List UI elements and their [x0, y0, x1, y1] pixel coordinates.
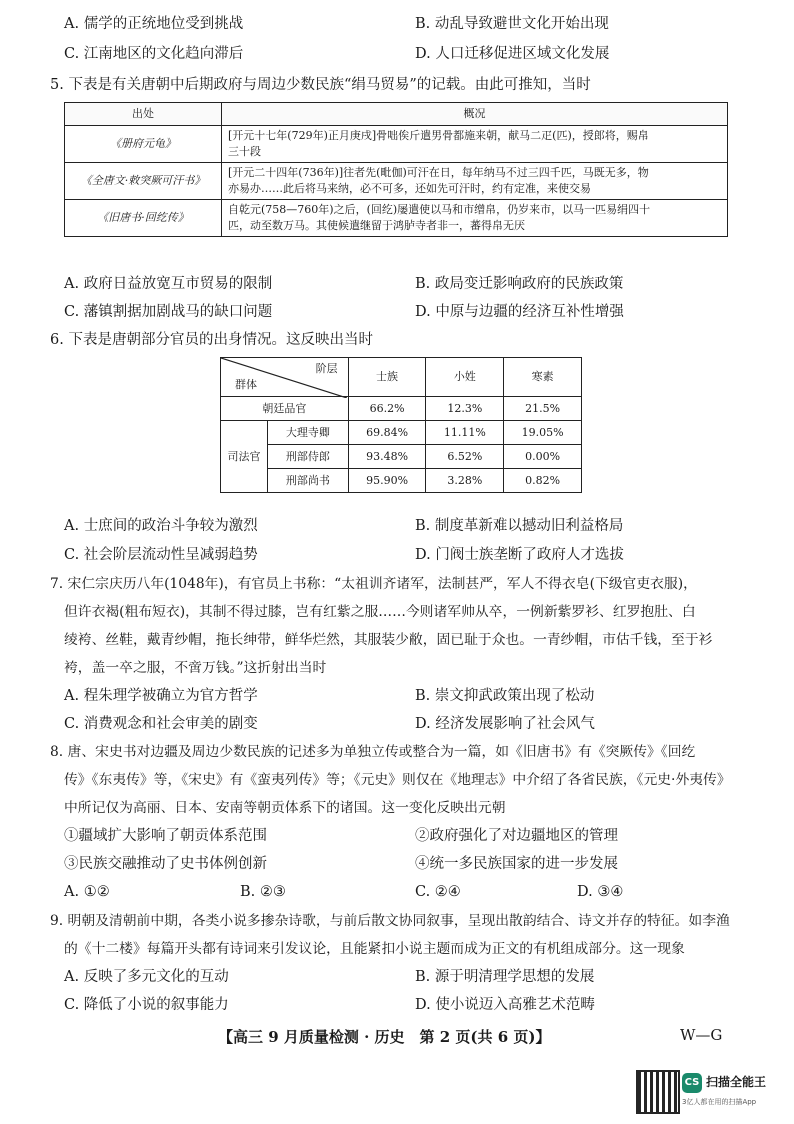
- table-row: [221, 421, 582, 445]
- q6-col-3: 寒素: [504, 358, 582, 397]
- q5-stem: 5. 下表是有关唐朝中后期政府与周边少数民族“绢马贸易”的记载。由此可推知，当时: [50, 77, 591, 93]
- q6-option-d: D. 门阀士族垄断了政府人才选拔: [415, 547, 624, 563]
- q6-col-2: 小姓: [426, 358, 504, 397]
- q8-option-d: D. ③④: [577, 884, 624, 900]
- table-row: [221, 469, 582, 493]
- q8-line-2: 传》《东夷传》等，《宋史》有《蛮夷列传》等；《元史》则仅在《地理志》中介绍了各省民族，《元史·外夷传》: [64, 772, 731, 788]
- q7-option-d: D. 经济发展影响了社会风气: [415, 716, 595, 732]
- q8-item-4: ④统一多民族国家的进一步发展: [415, 856, 618, 872]
- q8-line-3: 中所记仅为高丽、日本、安南等朝贡体系下的诸国。这一变化反映出元朝: [64, 800, 506, 816]
- q7-line-1: 7. 宋仁宗庆历八年(1048年)，有官员上书称：“太祖训齐诸军，法制甚严，军人不得衣皂(下级官吏衣服)，: [50, 576, 697, 592]
- q7-line-4: 袴，盖一卒之服，不啻万钱。”这折射出当时: [64, 660, 327, 676]
- q5-summary-2-line-2: 亦易办……此后将马来纳，必不可多，还如先可汗时，约有定准，来使交易: [228, 182, 591, 195]
- q8-option-c: C. ②④: [415, 884, 461, 900]
- qr-code-icon: [636, 1070, 680, 1114]
- q6-option-b: B. 制度革新难以撼动旧利益格局: [415, 518, 624, 534]
- q6-corner-cell: [221, 358, 349, 397]
- paper-code: W—G: [680, 1026, 723, 1044]
- q6-corner-top: 阶层: [315, 362, 338, 375]
- q6-stem: 6. 下表是唐朝部分官员的出身情况。这反映出当时: [50, 332, 373, 348]
- q6-table: [220, 357, 582, 493]
- q6-cell: 19.05%: [504, 421, 582, 445]
- q6-cell: 93.48%: [348, 445, 426, 469]
- q7-option-b: B. 崇文抑武政策出现了松动: [415, 688, 595, 704]
- q4-option-b: B. 动乱导致避世文化开始出现: [415, 16, 609, 32]
- q5-table: [64, 102, 728, 237]
- q6-cell: 66.2%: [348, 397, 426, 421]
- q7-option-c: C. 消费观念和社会审美的剧变: [64, 716, 258, 732]
- q8-option-b: B. ②③: [240, 884, 286, 900]
- q8-line-1: 8. 唐、宋史书对边疆及周边少数民族的记述多为单独立传或整合为一篇，如《旧唐书》有《突厥传》《回纥: [50, 744, 696, 760]
- q4-option-a: A. 儒学的正统地位受到挑战: [64, 16, 244, 32]
- q4-option-c: C. 江南地区的文化趋向滞后: [64, 46, 244, 62]
- q5-option-b: B. 政局变迁影响政府的民族政策: [415, 276, 624, 292]
- q8-option-a: A. ①②: [64, 884, 110, 900]
- q6-corner-bottom: 群体: [235, 378, 257, 391]
- camscanner-logo-icon: CS: [682, 1073, 702, 1093]
- q6-row-label: 大理寺卿: [268, 421, 349, 445]
- q5-summary-2: [222, 163, 728, 200]
- q6-group-label: 司法官: [221, 421, 268, 493]
- q6-cell: 6.52%: [426, 445, 504, 469]
- q5-summary-1: [222, 126, 728, 163]
- q6-col-1: 士族: [348, 358, 426, 397]
- q6-cell: 0.00%: [504, 445, 582, 469]
- q8-item-2: ②政府强化了对边疆地区的管理: [415, 828, 618, 844]
- q5-source-3: 《旧唐书·回纥传》: [65, 200, 222, 237]
- q6-option-c: C. 社会阶层流动性呈减弱趋势: [64, 547, 258, 563]
- q6-cell: 12.3%: [426, 397, 504, 421]
- q8-item-3: ③民族交融推动了史书体例创新: [64, 856, 267, 872]
- page-footer: 【高三 9 月质量检测 · 历史 第 2 页(共 6 页)】: [218, 1028, 551, 1046]
- q6-cell: 21.5%: [504, 397, 582, 421]
- table-row: [65, 200, 728, 237]
- q5-summary-1-line-1: [开元十七年(729年)正月庚戌]骨咄俟斤遣男骨都施来朝，献马二疋(匹)，授郎将，赐帛: [228, 129, 649, 142]
- table-row: [65, 126, 728, 163]
- q7-line-2: 但许衣褐(粗布短衣)，其制不得过膝，岂有红紫之服……今则诸军帅从卒，一例新紫罗衫、红罗抱肚、白: [64, 604, 696, 620]
- q5-summary-3-line-1: 自乾元(758—760年)之后，(回纥)屡遣使以马和市缯帛，仍岁来市，以马一匹易绢四十: [228, 203, 651, 216]
- q9-option-d: D. 使小说迈入高雅艺术范畴: [415, 997, 595, 1013]
- q5-summary-3: [222, 200, 728, 237]
- q7-line-3: 绫袴、丝鞋，戴青纱帽，拖长绅带，鲜华烂然，其服装少敝，固已耻于众也。一青纱帽，市估千钱，至于衫: [64, 632, 713, 648]
- q5-source-2: 《全唐文·敕突厥可汗书》: [65, 163, 222, 200]
- q6-cell: 11.11%: [426, 421, 504, 445]
- q6-cell: 3.28%: [426, 469, 504, 493]
- q9-line-1: 9. 明朝及清朝前中期，各类小说多掺杂诗歌，与前后散文协同叙事，呈现出散韵结合、诗文并存的特征。如李渔: [50, 913, 730, 929]
- q6-cell: 95.90%: [348, 469, 426, 493]
- q4-option-d: D. 人口迁移促进区域文化发展: [415, 46, 610, 62]
- q5-summary-2-line-1: [开元二十四年(736年)]往者先(毗伽)可汗在日，每年纳马不过三四千匹，马既无多，物: [228, 166, 649, 179]
- table-row: [221, 397, 582, 421]
- table-row: [65, 163, 728, 200]
- q6-row-label: 刑部侍郎: [268, 445, 349, 469]
- q5-summary-3-line-2: 匹，动至数万马。其使候遣继留于鸿胪寺者非一，蕃得帛无厌: [228, 219, 525, 232]
- q7-option-a: A. 程朱理学被确立为官方哲学: [64, 688, 258, 704]
- q5-option-c: C. 藩镇割据加剧战马的缺口问题: [64, 304, 273, 320]
- scanner-tagline: 3亿人都在用的扫描App: [682, 1098, 757, 1106]
- q6-row-label: 刑部尚书: [268, 469, 349, 493]
- q5-summary-1-line-2: 三十段: [228, 145, 261, 158]
- q6-cell: 69.84%: [348, 421, 426, 445]
- q5-header-source: 出处: [65, 103, 222, 126]
- q5-option-d: D. 中原与边疆的经济互补性增强: [415, 304, 624, 320]
- q9-option-b: B. 源于明清理学思想的发展: [415, 969, 595, 985]
- q6-cell: 0.82%: [504, 469, 582, 493]
- q5-source-1: 《册府元龟》: [65, 126, 222, 163]
- scanner-brand: 扫描全能王: [706, 1075, 767, 1089]
- q5-header-summary: 概况: [222, 103, 728, 126]
- q9-option-c: C. 降低了小说的叙事能力: [64, 997, 229, 1013]
- q9-option-a: A. 反映了多元文化的互动: [64, 969, 229, 985]
- q6-row-label: 朝廷品官: [221, 397, 349, 421]
- q8-item-1: ①疆域扩大影响了朝贡体系范围: [64, 828, 267, 844]
- q6-option-a: A. 士庶间的政治斗争较为激烈: [64, 518, 258, 534]
- table-row: [221, 445, 582, 469]
- q5-option-a: A. 政府日益放宽互市贸易的限制: [64, 276, 273, 292]
- q9-line-2: 的《十二楼》每篇开头都有诗词来引发议论，且能紧扣小说主题而成为正文的有机组成部分。这一现象: [64, 941, 685, 957]
